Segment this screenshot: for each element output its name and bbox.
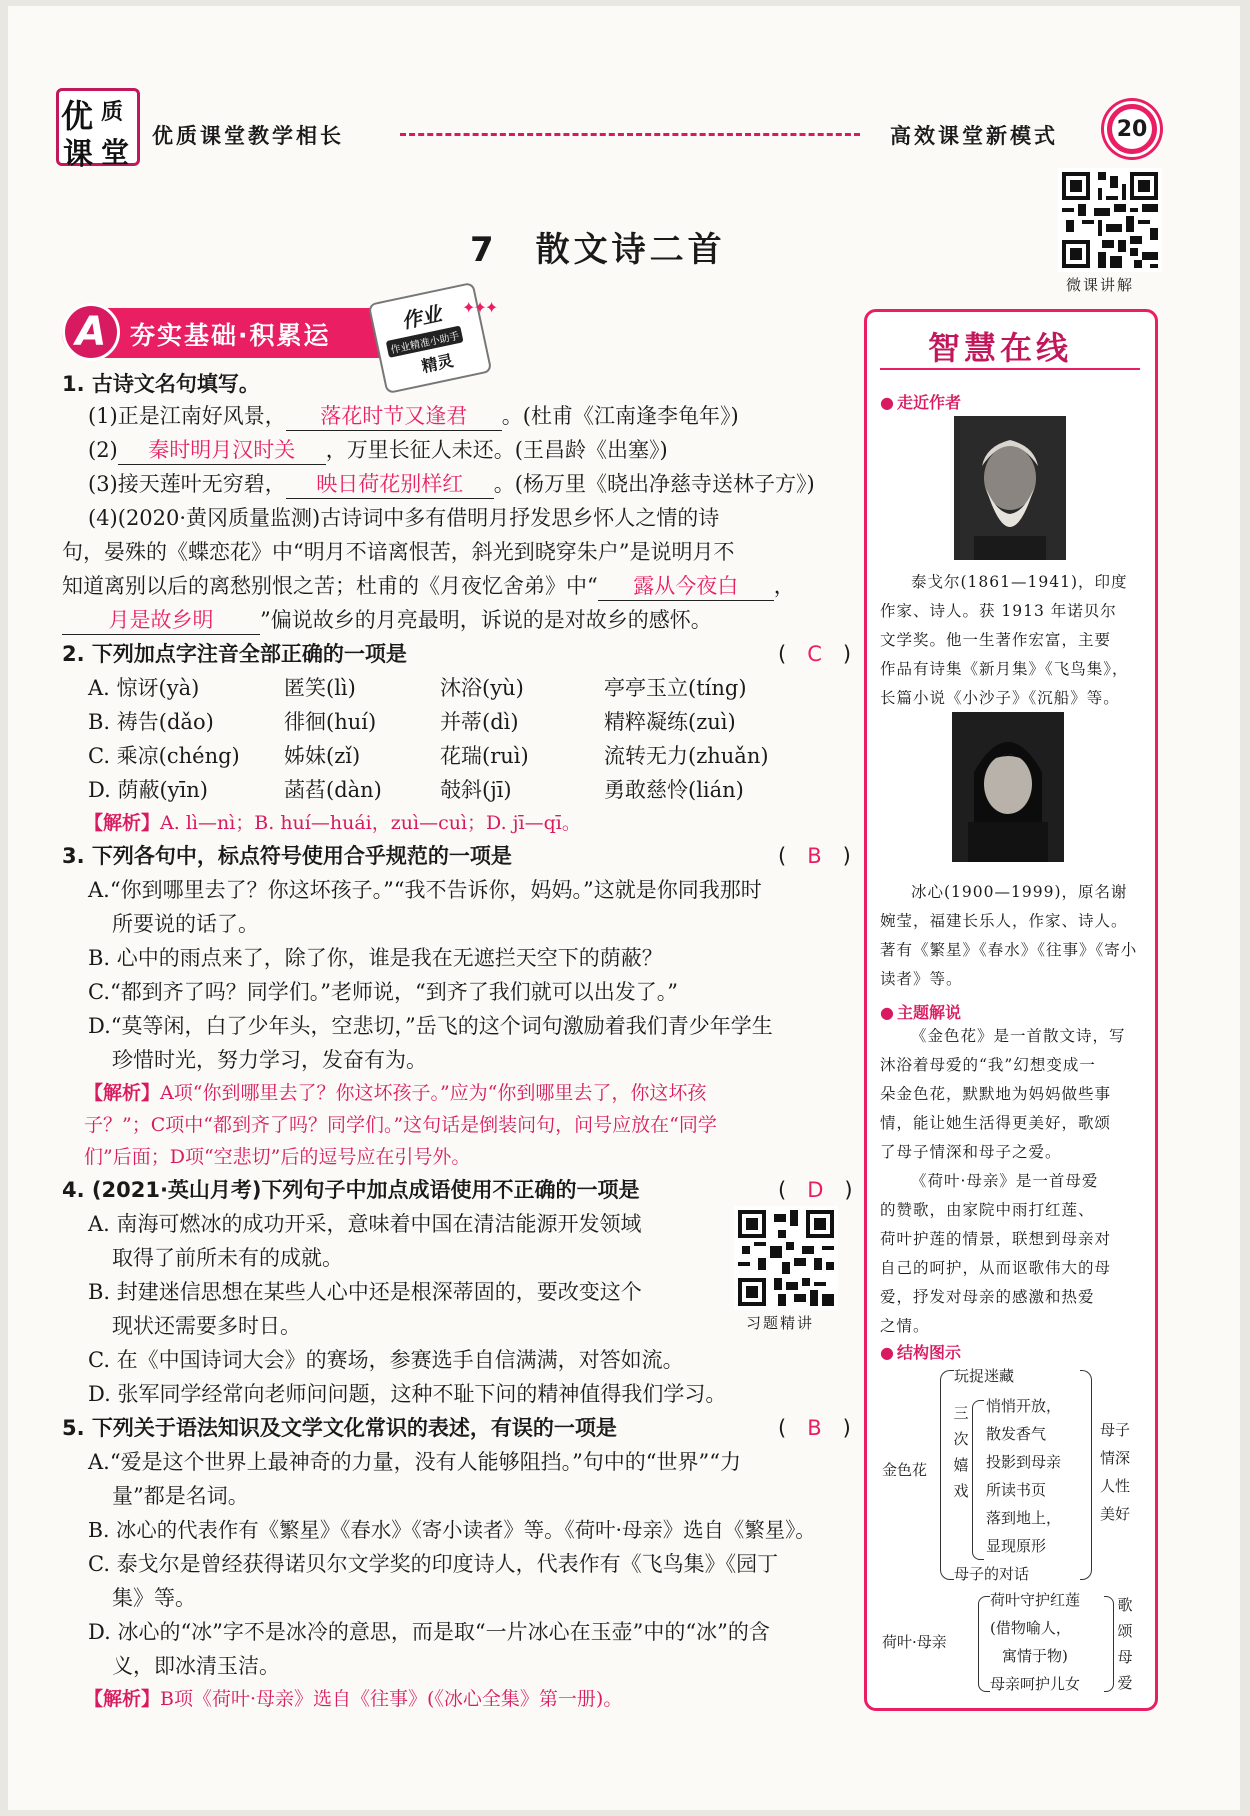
page-number: 20 — [1112, 109, 1152, 149]
theme-text: 《金色花》是一首散文诗，写 沐浴着母爱的“我”幻想变成一 朵金色花，默默地为妈妈做些事 情，能让她生活得更美好，歌颂 了母子情深和母子之爱。 《荷叶·母亲》是一首母爱 的赞歌，由家院中雨打红莲、 荷叶护莲的情景，联想到母亲对 自己的呵护，从而讴歌伟大的母 爱，抒发对母亲的感激和热爱 之情。 — [880, 1027, 1126, 1335]
brand-logo: 优 质 课 堂 — [56, 88, 140, 166]
header-slogan-left: 优质课堂教学相长 — [152, 124, 344, 148]
q4-option-a: A. 南海可燃冰的成功开采，意味着中国在清洁能源开发领域 — [88, 1212, 642, 1236]
structure-brace-3 — [1080, 1370, 1092, 1580]
q1-answer-3: 映日荷花别样红 — [286, 468, 494, 499]
section-label: 夯实基础·积累运 — [130, 321, 331, 350]
q1-answer-4: 露从今夜白 — [598, 570, 774, 601]
q5-answer: ( B ) — [778, 1416, 851, 1440]
structure-dialog: 母子的对话 — [954, 1565, 1030, 1583]
q2-option-a-1: A. 惊讶(yà) — [88, 676, 200, 700]
q2-option-a-2: 匿笑(lì) — [284, 676, 356, 700]
q4-option-d: D. 张军同学经常向老师问问题，这种不耻下问的精神值得我们学习。 — [88, 1382, 727, 1406]
q3-option-d: D.“莫等闲，白了少年头，空悲切，”岳飞的这个词句激励着我们青少年学生 — [88, 1014, 773, 1038]
q1-line-4b: 句，晏殊的《蝶恋花》中“明月不谙离恨苦，斜光到晓穿朱户”是说明月不 — [62, 540, 735, 564]
q5-option-a-cont: 量”都是名词。 — [112, 1484, 249, 1508]
page-title: 7 散文诗二首 — [470, 230, 726, 270]
qr-caption-top: 微课讲解 — [1066, 276, 1135, 294]
q4-option-a-cont: 取得了前所未有的成就。 — [112, 1246, 343, 1270]
q2-option-c-1: C. 乘凉(chéng) — [88, 744, 240, 768]
sidebar-heading-theme: ● 主题解说 — [880, 1000, 961, 1023]
q4-option-c: C. 在《中国诗词大会》的赛场，参赛选手自信满满，对答如流。 — [88, 1348, 684, 1372]
q5-option-a: A.“爱是这个世界上最神奇的力量，没有人能够阻挡。”句中的“世界”“力 — [88, 1450, 742, 1474]
homework-stamp: 作业 作业精准小助手 精灵 — [368, 282, 493, 394]
q2-option-a-3: 沐浴(yù) — [440, 676, 524, 700]
bingxin-bio: 冰心(1900—1999)，原名谢 婉莹，福建长乐人，作家、诗人。 著有《繁星》《春水》《往事》《寄小 读者》等。 — [880, 883, 1138, 988]
structure-lotus-items: 荷叶守护红莲 (借物喻人， 寓情于物) 母亲呵护儿女 — [990, 1591, 1081, 1693]
star-decoration-icon: ✦✦✦ — [462, 298, 497, 317]
qr-caption-exercise: 习题精讲 — [746, 1314, 815, 1332]
q2-option-d-4: 勇敢慈怜(lián) — [604, 778, 744, 802]
q4-option-b: B. 封建迷信思想在某些人心中还是根深蒂固的，要改变这个 — [88, 1280, 642, 1304]
q3-option-a-cont: 所要说的话了。 — [112, 912, 259, 936]
q2-explanation: 【解析】A. lì—nì；B. huí—huái，zuì—cuì；D. jī—qī。 — [84, 812, 581, 834]
section-letter: A — [62, 303, 120, 361]
q2-option-c-4: 流转无力(zhuǎn) — [604, 744, 769, 768]
q5-option-b: B. 冰心的代表作有《繁星》《春水》《寄小读者》等。《荷叶·母亲》选自《繁星》。 — [88, 1518, 816, 1542]
qr-code-icon[interactable] — [1058, 168, 1162, 272]
q1-line-1: (1)正是江南好风景， 落花时节又逢君 。(杜甫《江南逢李龟年》) — [88, 400, 739, 431]
q4-answer: ( D ) — [778, 1178, 853, 1202]
q2-option-b-3: 并蒂(dì) — [440, 710, 519, 734]
q5-option-c: C. 泰戈尔是曾经获得诺贝尔文学奖的印度诗人，代表作有《飞鸟集》《园丁 — [88, 1552, 779, 1576]
q5-option-d-cont: 义，即冰清玉洁。 — [112, 1654, 280, 1678]
q1-answer-1: 落花时节又逢君 — [286, 400, 502, 431]
question-3-stem: 3. 下列各句中，标点符号使用合乎规范的一项是 — [62, 844, 512, 868]
q3-option-a: A.“你到哪里去了？你这坏孩子。”“我不告诉你，妈妈。”这就是你同我那时 — [88, 878, 762, 902]
header-slogan-right: 高效课堂新模式 — [890, 124, 1058, 148]
structure-brace-2 — [972, 1400, 984, 1560]
q1-answer-2: 秦时明月汉时关 — [118, 434, 326, 465]
q1-line-3: (3)接天莲叶无穷碧， 映日荷花别样红 。(杨万里《晓出净慈寺送林子方》) — [88, 468, 815, 499]
q4-option-b-cont: 现状还需要多时日。 — [112, 1314, 301, 1338]
q3-explanation-3: 们”后面；D项“空悲切”后的逗号应在引号外。 — [84, 1146, 471, 1168]
structure-conclusion-1: 母子情深人性美好 — [1099, 1421, 1130, 1523]
question-1-stem: 1. 古诗文名句填写。 — [62, 372, 260, 396]
q2-option-d-3: 攲斜(jī) — [440, 778, 512, 802]
q3-option-c: C.“都到齐了吗？同学们。”老师说，“到齐了我们就可以出发了。” — [88, 980, 678, 1004]
q5-explanation: 【解析】B项《荷叶·母亲》选自《往事》(《冰心全集》第一册)。 — [84, 1688, 623, 1710]
q2-option-a-4: 亭亭玉立(tíng) — [604, 676, 747, 700]
q3-explanation-1: 【解析】A项“你到哪里去了？你这坏孩子。”应为“你到哪里去了，你这坏孩 — [84, 1082, 707, 1104]
q1-line-4c: 知道离别以后的离愁别恨之苦；杜甫的《月夜忆舍弟》中“ 露从今夜白 ， — [62, 570, 795, 601]
q2-answer: ( C ) — [778, 642, 852, 666]
structure-play: 玩捉迷藏 — [954, 1367, 1015, 1385]
structure-three-times: 三次嬉戏 — [953, 1404, 969, 1500]
q2-option-b-4: 精粹凝练(zuì) — [604, 710, 736, 734]
q2-option-c-2: 姊妹(zǐ) — [284, 744, 361, 768]
q2-option-d-2: 菡萏(dàn) — [284, 778, 382, 802]
q3-explanation-2: 子？”；C项中“都到齐了吗？同学们。”这句话是倒装问句，问号应放在“同学 — [84, 1114, 717, 1136]
structure-root-lotus-leaf: 荷叶·母亲 — [882, 1633, 947, 1651]
structure-brace-4 — [978, 1596, 990, 1692]
q2-option-d-1: D. 荫蔽(yīn) — [88, 778, 208, 802]
q1-line-2: (2) 秦时明月汉时关 ，万里长征人未还。(王昌龄《出塞》) — [88, 434, 668, 465]
sidebar-heading-structure: ● 结构图示 — [880, 1340, 961, 1363]
structure-items: 悄悄开放， 散发香气 投影到母亲 所读书页 落到地上， 显现原形 — [986, 1397, 1062, 1555]
q1-line-4a: (4)(2020·黄冈质量监测)古诗词中多有借明月抒发思乡怀人之情的诗 — [88, 506, 720, 530]
tagore-bio: 泰戈尔(1861—1941)，印度 作家、诗人。获 1913 年诺贝尔 文学奖。他一生著作宏富，主要 作品有诗集《新月集》《飞鸟集》， 长篇小说《小沙子》《沉船》等。 — [880, 573, 1129, 707]
bingxin-portrait — [952, 712, 1064, 862]
structure-conclusion-2: 歌颂母爱 — [1117, 1596, 1133, 1692]
q2-option-b-2: 徘徊(huí) — [284, 710, 377, 734]
q3-option-d-cont: 珍惜时光，努力学习，发奋有为。 — [112, 1048, 427, 1072]
question-5-stem: 5. 下列关于语法知识及文学文化常识的表述，有误的一项是 — [62, 1416, 617, 1440]
qr-code-exercise-icon[interactable] — [734, 1206, 838, 1310]
question-4-stem: 4. (2021·英山月考)下列句子中加点成语使用不正确的一项是 — [62, 1178, 640, 1202]
sidebar-heading-author: ● 走近作者 — [880, 390, 961, 413]
q5-option-d: D. 冰心的“冰”字不是冰冷的意思，而是取“一片冰心在玉壶”中的“冰”的含 — [88, 1620, 770, 1644]
q2-option-c-3: 花瑞(ruì) — [440, 744, 529, 768]
structure-root-golden-flower: 金色花 — [882, 1461, 928, 1479]
q2-option-b-1: B. 祷告(dǎo) — [88, 710, 214, 734]
sidebar-divider — [880, 368, 1140, 370]
sidebar-title: 智慧在线 — [928, 329, 1073, 367]
q5-option-c-cont: 集》等。 — [112, 1586, 196, 1610]
question-2-stem: 2. 下列加点字注音全部正确的一项是 — [62, 642, 407, 666]
q3-option-b: B. 心中的雨点来了，除了你，谁是我在无遮拦天空下的荫蔽？ — [88, 946, 663, 970]
header-divider — [400, 133, 860, 136]
page-number-badge — [1104, 101, 1160, 157]
tagore-portrait — [954, 416, 1066, 560]
structure-brace-5 — [1104, 1596, 1114, 1692]
q1-line-4d: 月是故乡明 ”偏说故乡的月亮最明，诉说的是对故乡的感怀。 — [62, 604, 712, 635]
q1-answer-5: 月是故乡明 — [62, 604, 260, 635]
q3-answer: ( B ) — [778, 844, 851, 868]
